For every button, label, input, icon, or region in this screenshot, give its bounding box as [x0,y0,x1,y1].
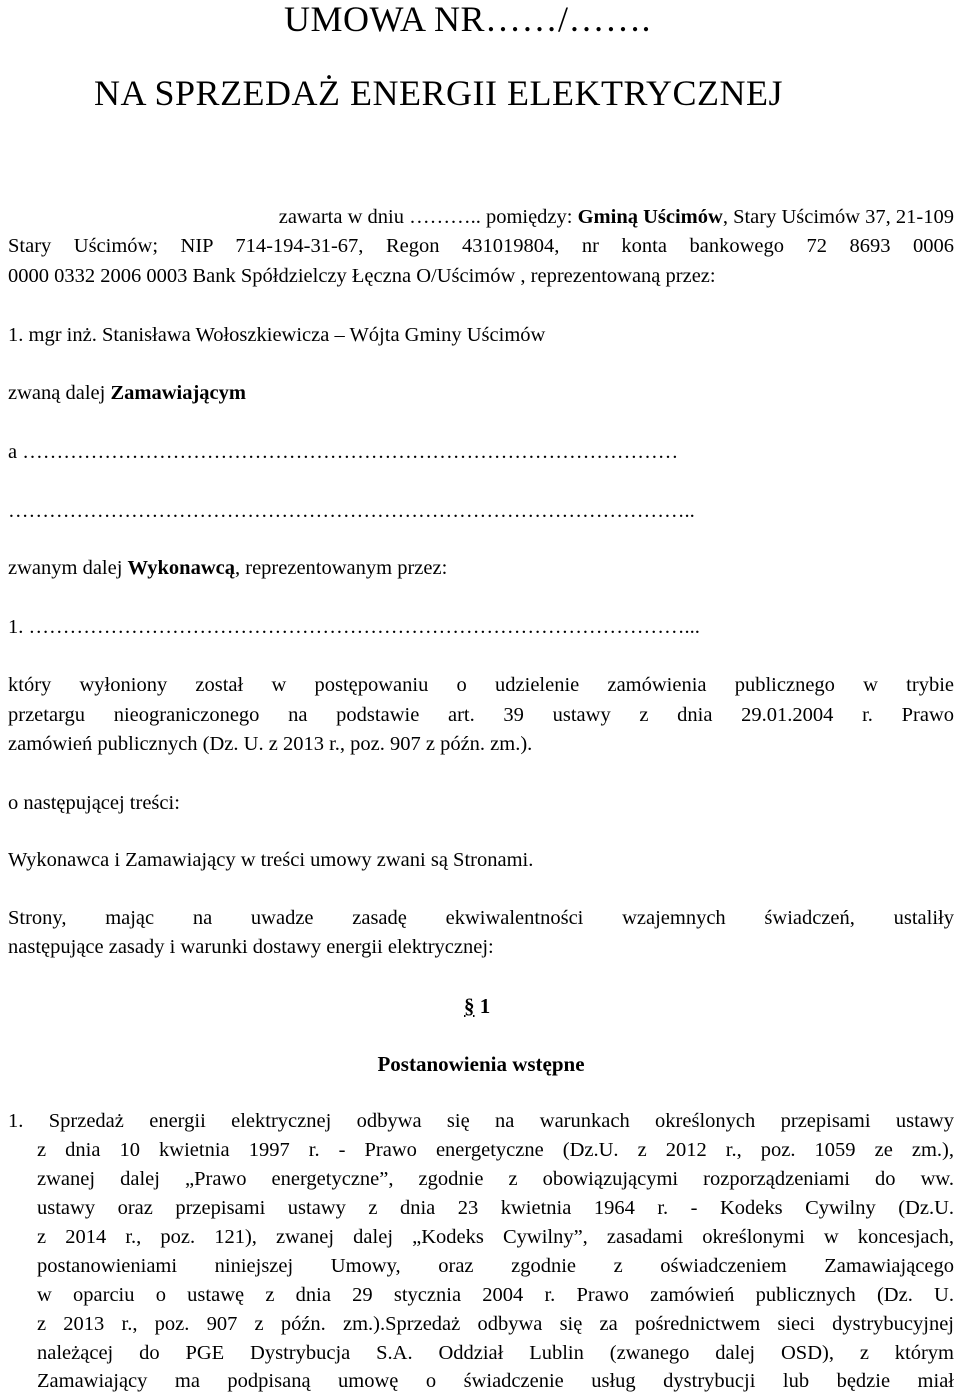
parties-definition: Wykonawca i Zamawiający w treści umowy zwani są Stronami. [8,849,534,871]
wykonawca-label: Wykonawcą [127,557,235,579]
para1-line-4: ustawy oraz przepisami ustawy z dnia 23 kwietnia 1964 r. - Kodeks Cywilny (Dz.U. [37,1197,954,1219]
zamawiajacy-line: zwaną dalej Zamawiającym [8,382,246,404]
para1-line-6: postanowieniami niniejszej Umowy, oraz zgodnie z oświadczeniem Zamawiającego [37,1255,954,1277]
para1-line-8: z 2013 r., poz. 907 z późn. zm.).Sprzedaż odbywa się za pośrednictwem sieci dystrybucyjnej [37,1313,954,1335]
intro-line-1: zawarta w dniu ……….. pomiędzy: Gminą Uścimów, Stary Uścimów 37, 21-109 [278,206,954,228]
tender-line-2: przetargu nieograniczonego na podstawie art. 39 ustawy z dnia 29.01.2004 r. Prawo [8,704,954,726]
zamawiajacy-label: Zamawiającym [110,382,246,404]
para1-line-1: 1. Sprzedaż energii elektrycznej odbywa się na warunkach określonych przepisami ustawy [8,1110,954,1132]
tender-line-1: który wyłoniony został w postępowaniu o udzielenie zamówienia publicznego w trybie [8,674,954,696]
para1-line-5: z 2014 r., poz. 121), zwanej dalej „Kodeks Cywilny”, zasadami określonymi w koncesjach, [37,1226,954,1248]
contract-subtitle: NA SPRZEDAŻ ENERGII ELEKTRYCZNEJ [94,73,783,113]
section-number: § 1 [464,994,491,1018]
para1-line-10: Zamawiający ma podpisaną umowę o świadczenie usług dystrybucji lub będzie miał [37,1370,954,1392]
parties-para-line-1: Strony, mając na uwadze zasadę ekwiwalentności wzajemnych świadczeń, ustaliły [8,907,954,929]
contract-title: UMOWA NR……/……. [284,0,652,39]
parties-para-line-2: następujące zasady i warunki dostawy energii elektrycznej: [8,936,494,958]
following-content: o następującej treści: [8,792,180,814]
wykonawca-line: zwanym dalej Wykonawcą, reprezentowanym przez: [8,557,448,579]
representative-2: 1. ……………………………………………………………………………………... [8,616,700,638]
party-name-gmina: Gminą Uścimów [577,206,723,228]
tender-line-3: zamówień publicznych (Dz. U. z 2013 r., poz. 907 z późn. zm.). [8,733,533,755]
para1-line-2: z dnia 10 kwietnia 1997 r. - Prawo energetyczne (Dz.U. z 2012 r., poz. 1059 ze zm.), [37,1139,954,1161]
section-sign-icon: § [464,994,475,1018]
contractor-blank-line-2: ……………………………………………………………………………………….. [8,500,695,522]
intro-line-2: Stary Uścimów; NIP 714-194-31-67, Regon 431019804, nr konta bankowego 72 8693 0006 [8,235,954,257]
representative-1: 1. mgr inż. Stanisława Wołoszkiewicza – Wójta Gminy Uścimów [8,324,546,346]
para1-line-9: należącej do PGE Dystrybucja S.A. Oddział Lublin (zwanego dalej OSD), z którym [37,1342,954,1364]
section-title: Postanowienia wstępne [377,1052,585,1076]
contractor-blank-line: a …………………………………………………………………………………… [8,441,679,463]
para1-line-7: w oparciu o ustawę z dnia 29 stycznia 2004 r. Prawo zamówień publicznych (Dz. U. [37,1284,954,1306]
intro-line-3: 0000 0332 2006 0003 Bank Spółdzielczy Łęczna O/Uścimów , reprezentowaną przez: [8,265,716,287]
para1-line-3: zwanej dalej „Prawo energetyczne”, zgodnie z obowiązującymi rozporządzeniami do ww. [37,1168,954,1190]
